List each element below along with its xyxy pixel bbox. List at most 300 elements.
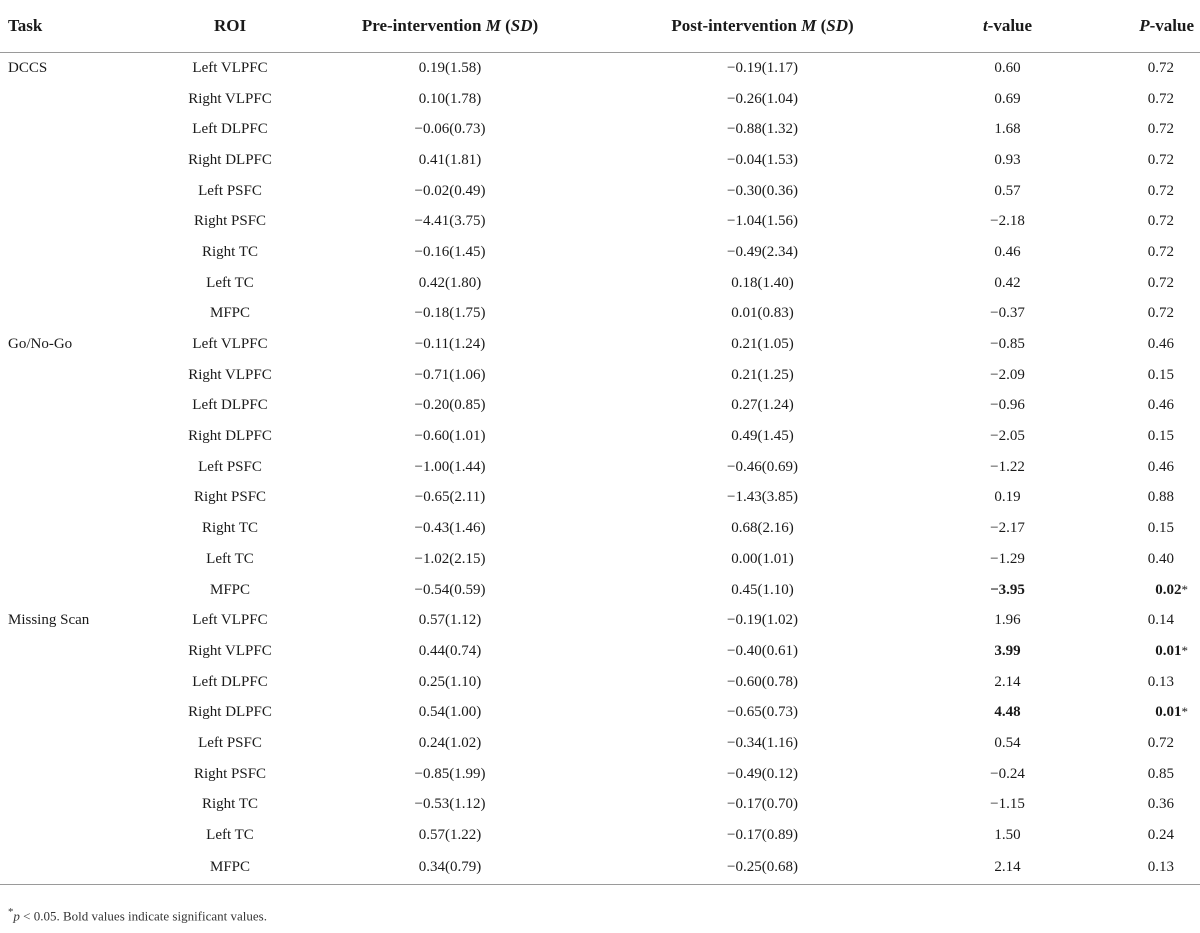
cell-roi: [160, 790, 300, 821]
table-row: [0, 636, 1200, 667]
cell-p-value: [1090, 759, 1200, 790]
cell-pre-text: 0.34(0.79): [418, 858, 482, 875]
cell-t-value: [925, 206, 1090, 237]
cell-post-text: −0.26(1.04): [727, 90, 798, 107]
cell-p-value: [1090, 697, 1200, 728]
cell-p-value-text: 0.72: [1147, 243, 1174, 260]
table-row: [0, 268, 1200, 299]
cell-task: [0, 790, 160, 821]
cell-post-text: 0.18(1.40): [731, 274, 794, 291]
cell-roi-text: Right VLPFC: [188, 642, 272, 659]
cell-p-value-text: 0.72: [1147, 59, 1174, 76]
table-row: [0, 513, 1200, 544]
cell-roi: [160, 513, 300, 544]
cell-pre-text: −0.11(1.24): [414, 336, 486, 353]
cell-pre: [300, 176, 600, 207]
cell-t-value-text: 1.50: [994, 827, 1021, 844]
cell-post-text: 0.68(2.16): [731, 520, 794, 537]
table-row: [0, 391, 1200, 422]
cell-t-value-text: −0.37: [990, 305, 1025, 322]
table-row: [0, 84, 1200, 115]
cell-roi-text: Right VLPFC: [188, 366, 272, 383]
table-row: [0, 114, 1200, 145]
cell-task: [0, 605, 160, 636]
cell-t-value: [925, 114, 1090, 145]
cell-roi-text: Left TC: [206, 827, 254, 844]
cell-post-text: −0.40(0.61): [727, 642, 798, 659]
cell-t-value: [925, 820, 1090, 851]
cell-roi: [160, 176, 300, 207]
cell-t-value: [925, 421, 1090, 452]
header-row: [0, 0, 1200, 53]
cell-post: [600, 790, 925, 821]
table-row: [0, 145, 1200, 176]
cell-p-value-text: 0.72: [1147, 734, 1174, 751]
cell-p-value-text: 0.72: [1147, 90, 1174, 107]
cell-roi-text: Right DLPFC: [188, 704, 272, 721]
cell-post-text: 0.00(1.01): [731, 550, 794, 567]
cell-p-value: [1090, 237, 1200, 268]
cell-post: [600, 483, 925, 514]
cell-pre-text: −1.00(1.44): [414, 458, 486, 475]
cell-p-value: [1090, 667, 1200, 698]
cell-post: [600, 667, 925, 698]
cell-pre-text: −0.43(1.46): [414, 520, 486, 537]
cell-roi: [160, 268, 300, 299]
cell-p-value-text: 0.72: [1147, 151, 1174, 168]
cell-p-value: [1090, 544, 1200, 575]
table-row: [0, 820, 1200, 851]
cell-roi-text: Left DLPFC: [192, 673, 268, 690]
cell-p-value-text: 0.46: [1147, 397, 1174, 414]
header-post-intervention: Post-intervention M (SD): [600, 0, 925, 53]
cell-t-value: [925, 360, 1090, 391]
cell-t-value-text: −2.05: [990, 428, 1025, 445]
cell-p-value: [1090, 605, 1200, 636]
cell-pre-text: −0.18(1.75): [414, 305, 486, 322]
cell-roi-text: Right PSFC: [193, 213, 267, 230]
cell-post: [600, 575, 925, 606]
cell-pre: [300, 667, 600, 698]
cell-task: [0, 145, 160, 176]
cell-roi: [160, 391, 300, 422]
header-t-value: t-value: [925, 0, 1090, 53]
cell-p-value: [1090, 636, 1200, 667]
cell-roi-text: Right TC: [202, 243, 258, 260]
cell-pre: [300, 84, 600, 115]
significance-star: *: [1181, 581, 1188, 597]
cell-p-value: [1090, 329, 1200, 360]
cell-t-value: [925, 790, 1090, 821]
cell-p-value-text: 0.15: [1147, 428, 1174, 445]
cell-post: [600, 421, 925, 452]
cell-task: [0, 513, 160, 544]
cell-roi: [160, 84, 300, 115]
cell-p-value-text: 0.01: [1155, 642, 1182, 659]
cell-pre: [300, 605, 600, 636]
cell-roi: [160, 851, 300, 885]
cell-roi-text: MFPC: [209, 858, 251, 875]
cell-t-value: [925, 605, 1090, 636]
table-row: [0, 605, 1200, 636]
table-row: [0, 329, 1200, 360]
cell-t-value-text: 0.54: [994, 734, 1021, 751]
cell-p-value-text: 0.14: [1147, 612, 1174, 629]
cell-pre-text: 0.24(1.02): [418, 734, 482, 751]
cell-t-value-text: 2.14: [994, 673, 1021, 690]
cell-p-value: [1090, 360, 1200, 391]
cell-roi: [160, 575, 300, 606]
cell-post-text: 0.49(1.45): [731, 428, 794, 445]
cell-post: [600, 697, 925, 728]
cell-t-value: [925, 391, 1090, 422]
table-row: [0, 360, 1200, 391]
cell-post-text: −0.17(0.89): [727, 827, 798, 844]
cell-pre: [300, 820, 600, 851]
cell-roi: [160, 145, 300, 176]
cell-post-text: −0.04(1.53): [727, 151, 798, 168]
cell-post: [600, 329, 925, 360]
cell-t-value: [925, 299, 1090, 330]
cell-task: [0, 237, 160, 268]
cell-p-value-text: 0.13: [1147, 858, 1174, 875]
cell-p-value-text: 0.15: [1147, 366, 1174, 383]
cell-task: [0, 53, 160, 84]
header-pre-intervention: Pre-intervention M (SD): [300, 0, 600, 53]
cell-pre: [300, 237, 600, 268]
cell-pre: [300, 575, 600, 606]
cell-task: [0, 483, 160, 514]
cell-pre-text: 0.41(1.81): [418, 151, 482, 168]
cell-pre-text: −0.54(0.59): [414, 581, 486, 598]
cell-post-text: −0.49(0.12): [727, 765, 798, 782]
cell-p-value: [1090, 84, 1200, 115]
cell-roi-text: Right TC: [202, 796, 258, 813]
cell-pre: [300, 544, 600, 575]
table-body: [0, 53, 1200, 885]
cell-roi-text: Left DLPFC: [192, 121, 268, 138]
cell-p-value: [1090, 268, 1200, 299]
cell-pre-text: −0.65(2.11): [414, 489, 486, 506]
cell-roi-text: MFPC: [209, 581, 251, 598]
cell-task: [0, 391, 160, 422]
cell-task: [0, 360, 160, 391]
cell-p-value: [1090, 483, 1200, 514]
cell-task: [0, 697, 160, 728]
cell-pre: [300, 114, 600, 145]
cell-post: [600, 759, 925, 790]
cell-p-value: [1090, 820, 1200, 851]
cell-p-value: [1090, 114, 1200, 145]
cell-post: [600, 268, 925, 299]
cell-task: [0, 206, 160, 237]
cell-post: [600, 299, 925, 330]
cell-task: [0, 84, 160, 115]
table-row: [0, 851, 1200, 885]
cell-roi: [160, 544, 300, 575]
cell-post: [600, 206, 925, 237]
cell-p-value: [1090, 513, 1200, 544]
cell-pre: [300, 636, 600, 667]
cell-roi: [160, 114, 300, 145]
cell-pre: [300, 145, 600, 176]
cell-task: [0, 268, 160, 299]
cell-post: [600, 176, 925, 207]
cell-t-value: [925, 697, 1090, 728]
cell-pre: [300, 728, 600, 759]
cell-pre-text: −0.60(1.01): [414, 428, 486, 445]
cell-task: [0, 636, 160, 667]
cell-post-text: −0.49(2.34): [727, 243, 798, 260]
cell-post-text: −0.60(0.78): [727, 673, 798, 690]
table-header: [0, 0, 1200, 53]
cell-t-value-text: 1.96: [994, 612, 1021, 629]
table-row: [0, 759, 1200, 790]
cell-pre-text: −0.02(0.49): [414, 182, 486, 199]
cell-post-text: −0.30(0.36): [727, 182, 798, 199]
table-row: [0, 790, 1200, 821]
cell-p-value: [1090, 452, 1200, 483]
cell-roi-text: Left VLPFC: [192, 612, 268, 629]
cell-p-value-text: 0.24: [1147, 827, 1174, 844]
cell-task: [0, 329, 160, 360]
table-row: [0, 728, 1200, 759]
cell-p-value: [1090, 299, 1200, 330]
cell-t-value: [925, 667, 1090, 698]
cell-t-value: [925, 452, 1090, 483]
cell-pre-text: 0.57(1.12): [418, 612, 482, 629]
cell-post: [600, 114, 925, 145]
table-row: [0, 299, 1200, 330]
cell-post-text: −1.04(1.56): [727, 213, 798, 230]
cell-roi: [160, 483, 300, 514]
cell-post: [600, 728, 925, 759]
cell-p-value: [1090, 790, 1200, 821]
cell-pre-text: −4.41(3.75): [414, 213, 486, 230]
cell-pre: [300, 391, 600, 422]
cell-task: [0, 176, 160, 207]
cell-post: [600, 851, 925, 885]
cell-p-value-text: 0.46: [1147, 458, 1174, 475]
cell-task: [0, 820, 160, 851]
header-roi: ROI: [160, 0, 300, 53]
table-row: [0, 53, 1200, 84]
cell-task: [0, 728, 160, 759]
cell-t-value-text: 0.19: [994, 489, 1021, 506]
cell-post: [600, 452, 925, 483]
cell-roi-text: Right VLPFC: [188, 90, 272, 107]
cell-roi: [160, 728, 300, 759]
cell-p-value: [1090, 206, 1200, 237]
cell-pre-text: 0.42(1.80): [418, 274, 482, 291]
cell-roi-text: MFPC: [209, 305, 251, 322]
cell-t-value-text: 2.14: [994, 858, 1021, 875]
table-row: [0, 697, 1200, 728]
cell-post-text: 0.27(1.24): [731, 397, 794, 414]
cell-pre: [300, 759, 600, 790]
cell-p-value-text: 0.15: [1147, 520, 1174, 537]
cell-task: [0, 452, 160, 483]
cell-t-value-text: −0.85: [990, 336, 1025, 353]
cell-roi: [160, 299, 300, 330]
cell-task: [0, 299, 160, 330]
footnote-p-symbol: p: [13, 908, 20, 924]
cell-t-value-text: 0.42: [994, 274, 1021, 291]
cell-p-value: [1090, 575, 1200, 606]
cell-post: [600, 820, 925, 851]
cell-p-value: [1090, 391, 1200, 422]
cell-p-value: [1090, 53, 1200, 84]
cell-pre-text: −0.16(1.45): [414, 243, 486, 260]
cell-t-value-text: 0.93: [994, 151, 1021, 168]
significance-star: *: [1181, 642, 1188, 658]
cell-p-value-text: 0.40: [1147, 550, 1174, 567]
cell-t-value: [925, 851, 1090, 885]
cell-pre-text: 0.25(1.10): [418, 673, 482, 690]
cell-pre: [300, 299, 600, 330]
cell-roi: [160, 697, 300, 728]
header-p-value: P-value: [1090, 0, 1200, 53]
cell-pre: [300, 851, 600, 885]
cell-post: [600, 391, 925, 422]
cell-pre: [300, 206, 600, 237]
cell-post: [600, 237, 925, 268]
cell-t-value: [925, 513, 1090, 544]
cell-task: [0, 421, 160, 452]
cell-task: [0, 544, 160, 575]
cell-t-value-text: 0.57: [994, 182, 1021, 199]
table-row: [0, 176, 1200, 207]
cell-roi-text: Left VLPFC: [192, 336, 268, 353]
cell-roi: [160, 820, 300, 851]
cell-post-text: 0.01(0.83): [731, 305, 794, 322]
table-row: [0, 452, 1200, 483]
cell-pre-text: 0.10(1.78): [418, 90, 482, 107]
cell-t-value-text: −1.29: [990, 550, 1025, 567]
cell-roi-text: Right TC: [202, 520, 258, 537]
cell-task: [0, 575, 160, 606]
cell-pre-text: 0.19(1.58): [418, 59, 482, 76]
cell-p-value-text: 0.46: [1147, 336, 1174, 353]
cell-pre: [300, 483, 600, 514]
table-row: [0, 483, 1200, 514]
cell-roi-text: Right DLPFC: [188, 428, 272, 445]
cell-t-value-text: −2.18: [990, 213, 1025, 230]
cell-pre: [300, 790, 600, 821]
cell-p-value: [1090, 176, 1200, 207]
cell-pre-text: −0.71(1.06): [414, 366, 486, 383]
cell-roi: [160, 452, 300, 483]
cell-task-text: Go/No-Go: [8, 336, 73, 353]
cell-t-value-text: −0.24: [990, 765, 1025, 782]
cell-post: [600, 360, 925, 391]
cell-t-value: [925, 145, 1090, 176]
cell-pre-text: −0.85(1.99): [414, 765, 486, 782]
cell-p-value-text: 0.88: [1147, 489, 1174, 506]
cell-post: [600, 53, 925, 84]
cell-pre: [300, 421, 600, 452]
table-row: [0, 421, 1200, 452]
cell-post: [600, 636, 925, 667]
cell-t-value-text: 0.46: [994, 243, 1021, 260]
cell-task-text: Missing Scan: [8, 612, 90, 629]
cell-p-value-text: 0.13: [1147, 673, 1174, 690]
cell-roi: [160, 206, 300, 237]
footnote-text: < 0.05. Bold values indicate significant values.: [19, 908, 267, 924]
cell-pre: [300, 329, 600, 360]
footnote-star: *: [8, 906, 14, 918]
cell-post: [600, 84, 925, 115]
cell-roi-text: Left TC: [206, 274, 254, 291]
cell-pre: [300, 360, 600, 391]
cell-pre: [300, 452, 600, 483]
cell-post: [600, 145, 925, 176]
cell-p-value-text: 0.85: [1147, 765, 1174, 782]
cell-pre-text: 0.54(1.00): [418, 704, 482, 721]
cell-pre-text: −1.02(2.15): [414, 550, 486, 567]
table-footnote: [8, 906, 267, 924]
cell-roi: [160, 53, 300, 84]
cell-roi-text: Left TC: [206, 550, 254, 567]
table-row: [0, 237, 1200, 268]
cell-t-value-text: 4.48: [994, 704, 1021, 721]
cell-post-text: −0.19(1.02): [727, 612, 798, 629]
table-row: [0, 667, 1200, 698]
cell-t-value: [925, 728, 1090, 759]
cell-p-value-text: 0.36: [1147, 796, 1174, 813]
cell-t-value: [925, 53, 1090, 84]
cell-task: [0, 759, 160, 790]
cell-post-text: −0.65(0.73): [727, 704, 798, 721]
cell-post: [600, 605, 925, 636]
cell-p-value-text: 0.01: [1155, 704, 1182, 721]
cell-t-value-text: 0.69: [994, 90, 1021, 107]
table-row: [0, 575, 1200, 606]
cell-roi: [160, 759, 300, 790]
cell-t-value-text: −0.96: [990, 397, 1025, 414]
cell-pre-text: 0.44(0.74): [418, 642, 482, 659]
cell-t-value: [925, 176, 1090, 207]
cell-t-value-text: 0.60: [994, 59, 1021, 76]
cell-post-text: −1.43(3.85): [727, 489, 798, 506]
table-row: [0, 544, 1200, 575]
cell-t-value-text: 3.99: [994, 642, 1021, 659]
cell-roi: [160, 360, 300, 391]
cell-pre-text: −0.20(0.85): [414, 397, 486, 414]
cell-pre: [300, 268, 600, 299]
cell-pre: [300, 53, 600, 84]
cell-post-text: 0.21(1.25): [731, 366, 794, 383]
cell-t-value: [925, 575, 1090, 606]
cell-p-value: [1090, 851, 1200, 885]
cell-roi: [160, 667, 300, 698]
cell-p-value: [1090, 421, 1200, 452]
cell-t-value-text: −3.95: [990, 581, 1025, 598]
cell-p-value-text: 0.72: [1147, 182, 1174, 199]
cell-post-text: −0.17(0.70): [727, 796, 798, 813]
cell-roi-text: Right DLPFC: [188, 151, 272, 168]
cell-t-value: [925, 544, 1090, 575]
cell-roi-text: Left PSFC: [198, 458, 262, 475]
cell-roi-text: Left DLPFC: [192, 397, 268, 414]
cell-roi: [160, 237, 300, 268]
cell-pre-text: 0.57(1.22): [418, 827, 482, 844]
cell-post: [600, 513, 925, 544]
cell-post: [600, 544, 925, 575]
table-row: [0, 206, 1200, 237]
cell-post-text: 0.21(1.05): [731, 336, 794, 353]
cell-task: [0, 851, 160, 885]
